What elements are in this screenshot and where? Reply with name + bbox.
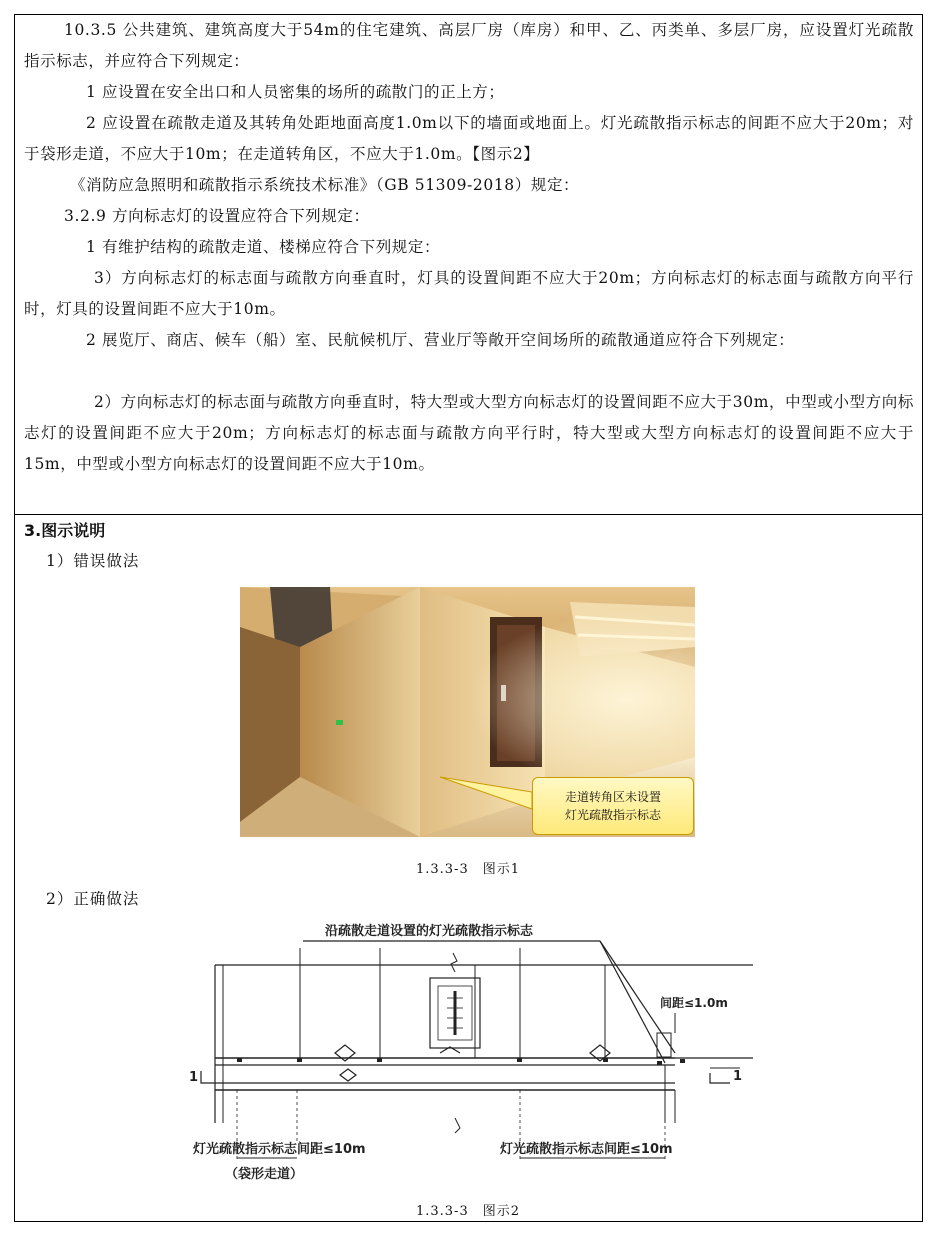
paragraph-item-2: 2 应设置在疏散走道及其转角处距地面高度1.0m以下的墙面或地面上。灯光疏散指示标志的间距不应大于20m；对于袋形走道，不应大于10m；在走道转角区，不应大于1.0m。【图示2】 [24, 114, 914, 163]
corridor-floor-plan [185, 913, 770, 1193]
diagram-top-label: 沿疏散走道设置的灯光疏散指示标志 [325, 924, 534, 939]
paragraph-rule-2-2: 2）方向标志灯的标志面与疏散方向垂直时，特大型或大型方向标志灯的设置间距不应大于30m，中型或小型方向标志灯的设置间距不应大于20m；方向标志灯的标志面与疏散方向平行时，特大型或大型方向标志灯的设置间距不应大于15m，中型或小型方向标志灯的设置间距不应大于10m。 [24, 393, 914, 473]
correct-practice-label: 2）正确做法 [46, 890, 140, 908]
left-bottom-label: 灯光疏散指示标志间距≤10m [193, 1142, 366, 1157]
spacing-label: 间距≤1.0m [660, 996, 728, 1010]
paragraph-rule-2: 2 展览厅、商店、候车（船）室、民航候机厅、营业厅等敞开空间场所的疏散通道应符合下列规定： [86, 331, 795, 349]
callout-line-2: 灯光疏散指示标志 [564, 808, 661, 822]
figure-caption-1: 1.3.3-3 图示1 [415, 862, 520, 877]
left-bottom-sublabel: （袋形走道） [225, 1167, 304, 1182]
paragraph-item-1: 1 应设置在安全出口和人员密集的场所的疏散门的正上方； [86, 83, 505, 101]
figure-caption-2: 1.3.3-3 图示2 [415, 1204, 520, 1219]
paragraph-10-3-5: 10.3.5 公共建筑、建筑高度大于54m的住宅建筑、高层厂房（库房）和甲、乙、丙类单、多层厂房，应设置灯光疏散指示标志，并应符合下列规定： [24, 21, 914, 70]
callout-line-1: 走道转角区未设置 [564, 790, 661, 804]
paragraph-standard-ref: 《消防应急照明和疏散指示系统技术标准》（GB 51309-2018）规定： [70, 176, 580, 194]
section-title: 3.图示说明 [24, 521, 106, 540]
paragraph-3-2-9: 3.2.9 方向标志灯的设置应符合下列规定： [64, 207, 370, 225]
section-mark-left: 1 [189, 1070, 199, 1085]
paragraph-rule-1-3: 3）方向标志灯的标志面与疏散方向垂直时，灯具的设置间距不应大于20m；方向标志灯的标志面与疏散方向平行时，灯具的设置间距不应大于10m。 [24, 269, 914, 318]
error-callout [532, 777, 694, 835]
right-bottom-label: 灯光疏散指示标志间距≤10m [500, 1142, 673, 1157]
wrong-practice-label: 1）错误做法 [46, 552, 140, 570]
section-divider [14, 514, 923, 515]
section-mark-right: 1 [733, 1069, 743, 1084]
paragraph-rule-1: 1 有维护结构的疏散走道、楼梯应符合下列规定： [86, 238, 441, 256]
